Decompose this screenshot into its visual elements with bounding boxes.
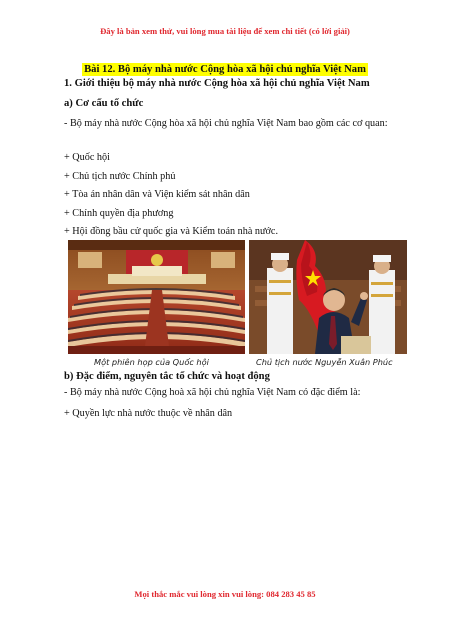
list-item: + Chính quyền địa phương (64, 208, 174, 219)
list-item: + Chủ tịch nước Chính phủ (64, 171, 176, 182)
list-item: + Quyền lực nhà nước thuộc về nhân dân (64, 408, 233, 419)
list-item: + Tòa án nhân dân và Viện kiểm sát nhân dân (64, 189, 250, 200)
assembly-hall-illustration (68, 240, 245, 354)
contact-footer: Mọi thắc mắc vui lòng xin vui lòng: 084 283 45 85 (134, 589, 316, 599)
subsection-heading-b: b) Đặc điểm, nguyên tắc tổ chức và hoạt động (64, 371, 270, 382)
lesson-title-wrap (0, 59, 450, 77)
paragraph-intro-a: - Bộ máy nhà nước Cộng hòa xã hội chủ nghĩa Việt Nam bao gồm các cơ quan: (64, 118, 388, 129)
paragraph-intro-b: - Bộ máy nhà nước Cộng hoà xã hội chủ nghĩa Việt Nam có đặc điểm là: (64, 387, 361, 398)
section-heading: 1. Giới thiệu bộ máy nhà nước Cộng hòa xã hội chủ nghĩa Việt Nam (64, 78, 370, 89)
assembly-session-photo (68, 240, 245, 354)
figure-caption-assembly: Một phiên họp của Quốc hội (94, 357, 209, 367)
figure-caption-president: Chủ tịch nước Nguyễn Xuân Phúc (256, 357, 393, 367)
president-photo (249, 240, 407, 354)
preview-notice: Đây là bản xem thử, vui lòng mua tài liệu để xem chi tiết (có lời giải) (100, 26, 350, 36)
subsection-heading-a: a) Cơ cấu tổ chức (64, 98, 144, 109)
president-illustration (249, 240, 407, 354)
list-item: + Quốc hội (64, 152, 110, 163)
list-item: + Hội đồng bầu cử quốc gia và Kiểm toán nhà nước. (64, 226, 278, 237)
lesson-title: Bài 12. Bộ máy nhà nước Cộng hòa xã hội chủ nghĩa Việt Nam (84, 64, 366, 75)
